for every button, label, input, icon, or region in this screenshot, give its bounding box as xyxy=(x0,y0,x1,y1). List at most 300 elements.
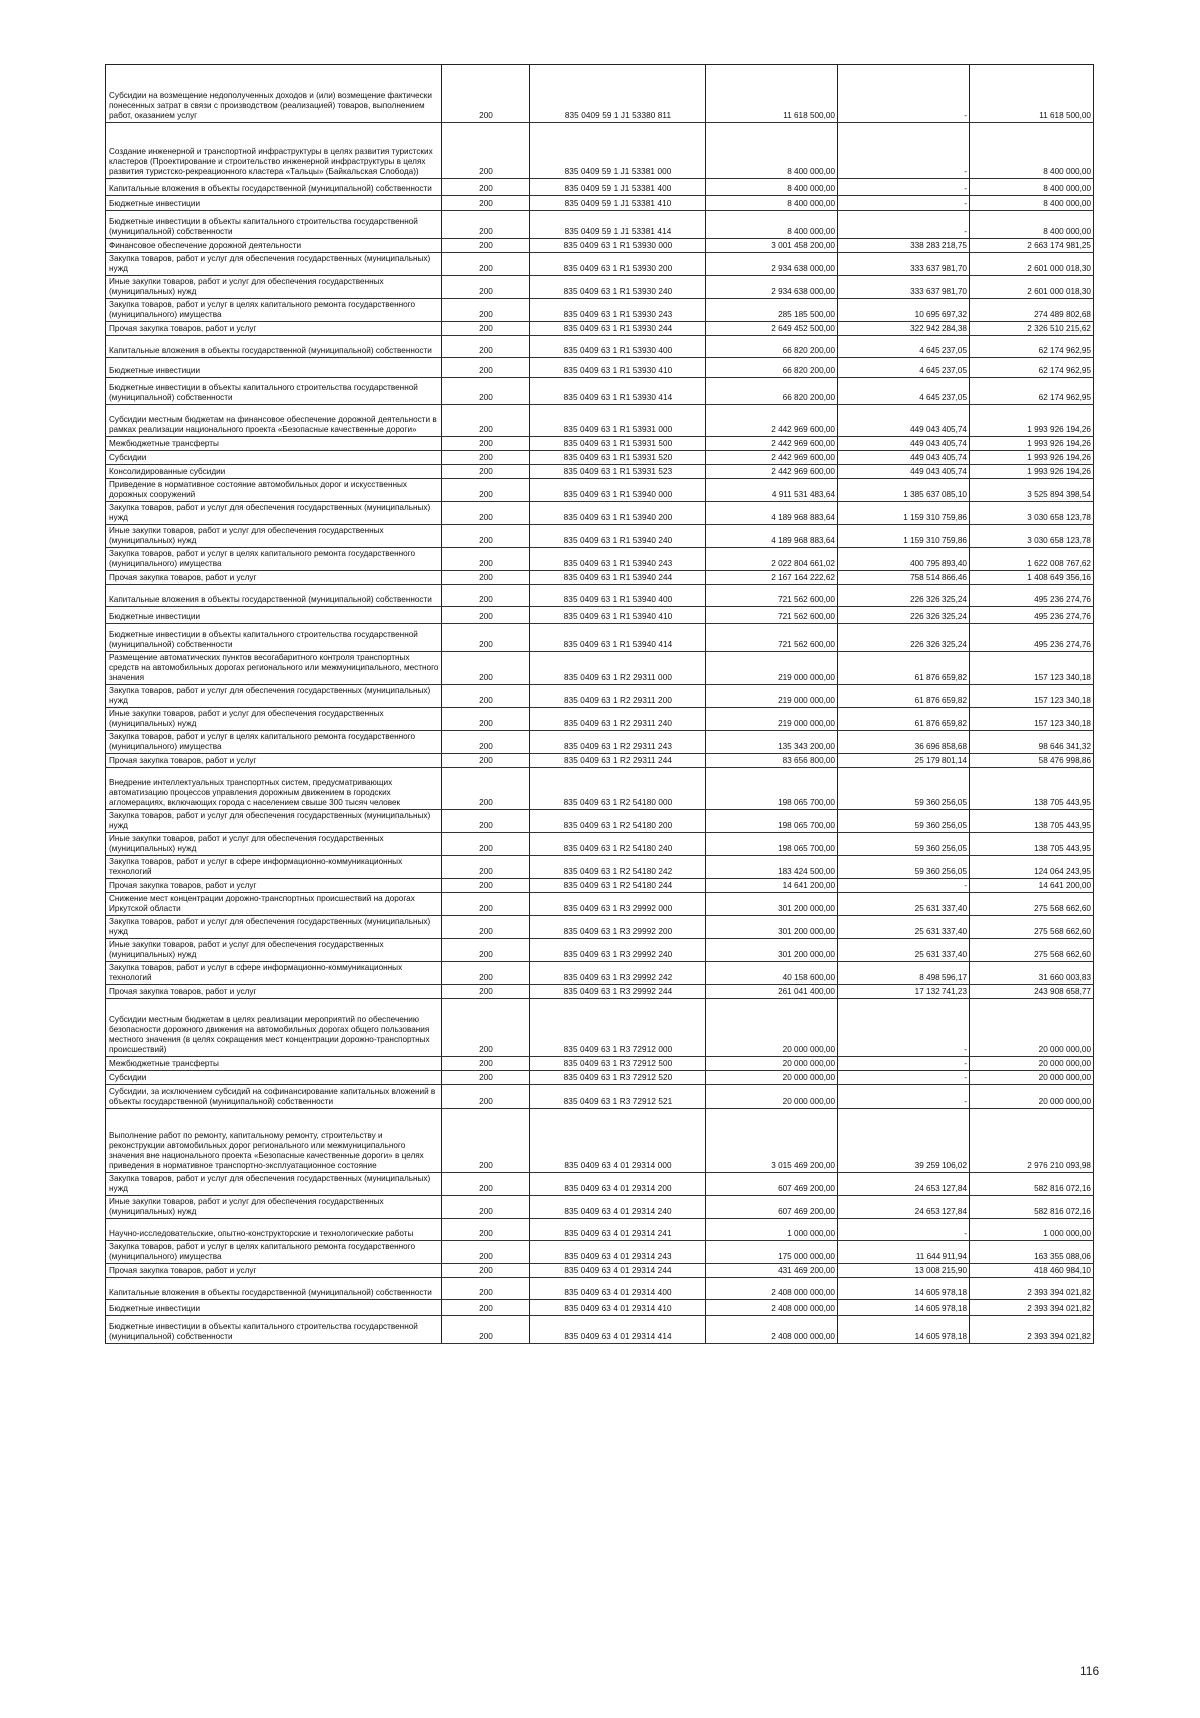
cell-approved: 198 065 700,00 xyxy=(706,768,838,810)
cell-code: 200 xyxy=(442,708,530,731)
table-row-top-gap xyxy=(106,65,1094,79)
cell-kbk: 835 0409 63 1 R2 29311 000 xyxy=(530,652,706,685)
cell-remaining: 275 568 662,60 xyxy=(970,893,1094,916)
cell-name: Прочая закупка товаров, работ и услуг xyxy=(106,322,442,336)
cell-approved: 11 618 500,00 xyxy=(706,79,838,123)
cell-remaining: 20 000 000,00 xyxy=(970,1085,1094,1109)
table-row xyxy=(106,939,1094,962)
cell-code: 200 xyxy=(442,879,530,893)
cell-executed: 25 631 337,40 xyxy=(838,893,970,916)
cell-executed: - xyxy=(838,211,970,239)
cell-name: Межбюджетные трансферты xyxy=(106,1057,442,1071)
cell-executed: 59 360 256,05 xyxy=(838,768,970,810)
cell-approved: 66 820 200,00 xyxy=(706,358,838,378)
cell-name: Бюджетные инвестиции в объекты капитального строительства государственной (муниципальной) собственности xyxy=(106,1316,442,1344)
cell-executed: - xyxy=(838,196,970,211)
table-row xyxy=(106,378,1094,405)
cell-remaining: 14 641 200,00 xyxy=(970,879,1094,893)
table-row xyxy=(106,451,1094,465)
cell-approved: 285 185 500,00 xyxy=(706,299,838,322)
cell-executed: 4 645 237,05 xyxy=(838,358,970,378)
cell-name: Снижение мест концентрации дорожно-транспортных происшествий на дорогах Иркутской области xyxy=(106,893,442,916)
cell-approved: 175 000 000,00 xyxy=(706,1241,838,1264)
cell-remaining: 1 408 649 356,16 xyxy=(970,571,1094,585)
cell-executed: 59 360 256,05 xyxy=(838,833,970,856)
cell-remaining: 1 993 926 194,26 xyxy=(970,451,1094,465)
cell-kbk: 835 0409 63 1 R3 72912 520 xyxy=(530,1071,706,1085)
cell-executed: 449 043 405,74 xyxy=(838,465,970,479)
cell-approved: 20 000 000,00 xyxy=(706,1057,838,1071)
cell-code: 200 xyxy=(442,571,530,585)
cell-code: 200 xyxy=(442,607,530,624)
cell-name: Иные закупки товаров, работ и услуг для обеспечения государственных (муниципальных) нужд xyxy=(106,833,442,856)
cell-kbk: 835 0409 63 4 01 29314 414 xyxy=(530,1316,706,1344)
table-row xyxy=(106,322,1094,336)
cell-name: Субсидии xyxy=(106,1071,442,1085)
cell-executed: 17 132 741,23 xyxy=(838,985,970,999)
cell-code: 200 xyxy=(442,833,530,856)
cell-remaining: 2 976 210 093,98 xyxy=(970,1109,1094,1173)
table-row xyxy=(106,123,1094,179)
table-row xyxy=(106,405,1094,437)
cell-approved: 1 000 000,00 xyxy=(706,1219,838,1241)
cell-executed: 333 637 981,70 xyxy=(838,276,970,299)
cell-name: Межбюджетные трансферты xyxy=(106,437,442,451)
cell-code: 200 xyxy=(442,1071,530,1085)
cell-kbk: 835 0409 63 1 R3 29992 244 xyxy=(530,985,706,999)
cell-kbk: 835 0409 63 1 R3 72912 521 xyxy=(530,1085,706,1109)
cell-code: 200 xyxy=(442,196,530,211)
cell-executed: - xyxy=(838,1219,970,1241)
cell-kbk: 835 0409 63 1 R2 54180 242 xyxy=(530,856,706,879)
cell-name: Создание инженерной и транспортной инфраструктуры в целях развития туристских кластеров (Проектирование и строительство инженерной инфраструктуры в целях развития туристско-рекреационного кластера «Тальцы» (Байкальская Слобода)) xyxy=(106,123,442,179)
cell-name: Бюджетные инвестиции xyxy=(106,1300,442,1316)
cell-kbk: 835 0409 63 1 R1 53930 243 xyxy=(530,299,706,322)
cell-executed: 226 326 325,24 xyxy=(838,624,970,652)
cell-executed: 400 795 893,40 xyxy=(838,548,970,571)
table-row xyxy=(106,239,1094,253)
cell-executed: 61 876 659,82 xyxy=(838,652,970,685)
cell-code: 200 xyxy=(442,1085,530,1109)
cell-executed: - xyxy=(838,879,970,893)
cell-kbk: 835 0409 63 4 01 29314 241 xyxy=(530,1219,706,1241)
cell-code: 200 xyxy=(442,451,530,465)
cell-approved: 2 408 000 000,00 xyxy=(706,1316,838,1344)
cell-remaining: 1 622 008 767,62 xyxy=(970,548,1094,571)
cell-remaining: 138 705 443,95 xyxy=(970,768,1094,810)
cell-name: Приведение в нормативное состояние автомобильных дорог и искусственных дорожных сооружений xyxy=(106,479,442,502)
cell-name: Закупка товаров, работ и услуг для обеспечения государственных (муниципальных) нужд xyxy=(106,253,442,276)
cell-remaining: 1 000 000,00 xyxy=(970,1219,1094,1241)
cell-name: Капитальные вложения в объекты государственной (муниципальной) собственности xyxy=(106,585,442,607)
cell-code: 200 xyxy=(442,624,530,652)
budget-execution-table xyxy=(105,64,1094,1344)
cell-remaining: 138 705 443,95 xyxy=(970,810,1094,833)
cell-approved: 2 649 452 500,00 xyxy=(706,322,838,336)
table-body xyxy=(106,65,1094,1344)
cell-remaining: 2 393 394 021,82 xyxy=(970,1316,1094,1344)
cell-approved: 301 200 000,00 xyxy=(706,939,838,962)
cell-code: 200 xyxy=(442,465,530,479)
table-row xyxy=(106,624,1094,652)
cell-remaining: 275 568 662,60 xyxy=(970,916,1094,939)
cell-name: Иные закупки товаров, работ и услуг для обеспечения государственных (муниципальных) нужд xyxy=(106,525,442,548)
cell-approved: 2 442 969 600,00 xyxy=(706,405,838,437)
cell-approved: 198 065 700,00 xyxy=(706,810,838,833)
cell-kbk: 835 0409 63 1 R1 53931 523 xyxy=(530,465,706,479)
table-row xyxy=(106,985,1094,999)
cell-remaining: 62 174 962,95 xyxy=(970,358,1094,378)
cell-code: 200 xyxy=(442,1057,530,1071)
cell-approved: 301 200 000,00 xyxy=(706,893,838,916)
cell-executed: 4 645 237,05 xyxy=(838,378,970,405)
cell-code: 200 xyxy=(442,652,530,685)
cell-code: 200 xyxy=(442,754,530,768)
cell-name: Бюджетные инвестиции в объекты капитального строительства государственной (муниципальной) собственности xyxy=(106,624,442,652)
cell-approved: 2 442 969 600,00 xyxy=(706,451,838,465)
cell-approved: 2 442 969 600,00 xyxy=(706,437,838,451)
cell-kbk: 835 0409 63 1 R1 53930 244 xyxy=(530,322,706,336)
cell-kbk: 835 0409 59 1 J1 53381 410 xyxy=(530,196,706,211)
table-row xyxy=(106,731,1094,754)
table-row xyxy=(106,196,1094,211)
cell-name: Субсидии xyxy=(106,451,442,465)
cell-executed: 24 653 127,84 xyxy=(838,1173,970,1196)
cell-remaining: 138 705 443,95 xyxy=(970,833,1094,856)
cell-remaining: 274 489 802,68 xyxy=(970,299,1094,322)
cell-name: Бюджетные инвестиции в объекты капитального строительства государственной (муниципальной) собственности xyxy=(106,211,442,239)
cell-remaining: 1 993 926 194,26 xyxy=(970,437,1094,451)
cell-remaining: 163 355 088,06 xyxy=(970,1241,1094,1264)
cell-remaining: 582 816 072,16 xyxy=(970,1173,1094,1196)
cell-approved: 14 641 200,00 xyxy=(706,879,838,893)
cell-remaining: 243 908 658,77 xyxy=(970,985,1094,999)
cell-kbk: 835 0409 63 4 01 29314 200 xyxy=(530,1173,706,1196)
cell-approved: 219 000 000,00 xyxy=(706,685,838,708)
budget-sheet xyxy=(105,64,1093,1344)
cell-name: Закупка товаров, работ и услуг для обеспечения государственных (муниципальных) нужд xyxy=(106,685,442,708)
cell-remaining: 20 000 000,00 xyxy=(970,1071,1094,1085)
cell-code: 200 xyxy=(442,253,530,276)
cell-executed: - xyxy=(838,79,970,123)
table-row xyxy=(106,179,1094,196)
table-row xyxy=(106,1278,1094,1300)
cell-approved: 607 469 200,00 xyxy=(706,1173,838,1196)
table-row xyxy=(106,525,1094,548)
cell-remaining: 418 460 984,10 xyxy=(970,1264,1094,1278)
cell-name: Размещение автоматических пунктов весогабаритного контроля транспортных средств на автомобильных дорогах регионального или межмуниципального, местного значения xyxy=(106,652,442,685)
table-row xyxy=(106,1264,1094,1278)
cell-code: 200 xyxy=(442,336,530,358)
cell-remaining: 20 000 000,00 xyxy=(970,999,1094,1057)
cell-executed: 25 179 801,14 xyxy=(838,754,970,768)
cell-kbk: 835 0409 63 1 R1 53930 410 xyxy=(530,358,706,378)
cell-code: 200 xyxy=(442,685,530,708)
cell-code: 200 xyxy=(442,502,530,525)
cell-remaining: 2 663 174 981,25 xyxy=(970,239,1094,253)
cell-code: 200 xyxy=(442,525,530,548)
cell-remaining: 31 660 003,83 xyxy=(970,962,1094,985)
cell-remaining: 157 123 340,18 xyxy=(970,652,1094,685)
cell-kbk: 835 0409 59 1 J1 53381 400 xyxy=(530,179,706,196)
table-row xyxy=(106,502,1094,525)
cell-kbk: 835 0409 63 1 R1 53940 200 xyxy=(530,502,706,525)
cell-approved: 2 442 969 600,00 xyxy=(706,465,838,479)
cell-executed: 59 360 256,05 xyxy=(838,810,970,833)
cell-approved: 3 015 469 200,00 xyxy=(706,1109,838,1173)
cell-executed: 1 159 310 759,86 xyxy=(838,525,970,548)
cell-name: Консолидированные субсидии xyxy=(106,465,442,479)
cell-executed: 333 637 981,70 xyxy=(838,253,970,276)
cell-name: Субсидии местным бюджетам на финансовое обеспечение дорожной деятельности в рамках реализации национального проекта «Безопасные качественные дороги» xyxy=(106,405,442,437)
cell-approved: 4 189 968 883,64 xyxy=(706,525,838,548)
cell-kbk: 835 0409 63 1 R1 53940 243 xyxy=(530,548,706,571)
cell-kbk: 835 0409 63 1 R1 53930 414 xyxy=(530,378,706,405)
cell-code: 200 xyxy=(442,322,530,336)
cell-approved: 8 400 000,00 xyxy=(706,196,838,211)
table-row xyxy=(106,893,1094,916)
cell-code: 200 xyxy=(442,985,530,999)
table-row xyxy=(106,685,1094,708)
cell-name: Закупка товаров, работ и услуг для обеспечения государственных (муниципальных) нужд xyxy=(106,502,442,525)
table-row xyxy=(106,1071,1094,1085)
table-row xyxy=(106,708,1094,731)
cell-code: 200 xyxy=(442,1316,530,1344)
cell-executed: 8 498 596,17 xyxy=(838,962,970,985)
cell-kbk: 835 0409 63 1 R3 29992 200 xyxy=(530,916,706,939)
cell-code: 200 xyxy=(442,939,530,962)
table-row xyxy=(106,437,1094,451)
cell-name: Прочая закупка товаров, работ и услуг xyxy=(106,1264,442,1278)
cell-approved: 135 343 200,00 xyxy=(706,731,838,754)
cell-code: 200 xyxy=(442,358,530,378)
cell-approved: 261 041 400,00 xyxy=(706,985,838,999)
cell-name: Прочая закупка товаров, работ и услуг xyxy=(106,571,442,585)
cell-kbk: 835 0409 59 1 J1 53380 811 xyxy=(530,79,706,123)
cell-code: 200 xyxy=(442,548,530,571)
cell-kbk: 835 0409 63 1 R1 53940 240 xyxy=(530,525,706,548)
cell-executed: - xyxy=(838,123,970,179)
cell-remaining: 1 993 926 194,26 xyxy=(970,405,1094,437)
cell-approved: 3 001 458 200,00 xyxy=(706,239,838,253)
cell-remaining: 8 400 000,00 xyxy=(970,179,1094,196)
cell-remaining: 495 236 274,76 xyxy=(970,585,1094,607)
table-row xyxy=(106,1219,1094,1241)
cell-approved: 2 167 164 222,62 xyxy=(706,571,838,585)
table-row xyxy=(106,1085,1094,1109)
table-row xyxy=(106,211,1094,239)
table-row xyxy=(106,571,1094,585)
cell-executed: 226 326 325,24 xyxy=(838,585,970,607)
cell-approved: 4 189 968 883,64 xyxy=(706,502,838,525)
cell-executed: 14 605 978,18 xyxy=(838,1316,970,1344)
cell-kbk: 835 0409 63 1 R1 53940 410 xyxy=(530,607,706,624)
cell-remaining: 8 400 000,00 xyxy=(970,196,1094,211)
cell-name: Субсидии, за исключением субсидий на софинансирование капитальных вложений в объекты государственной (муниципальной) собственности xyxy=(106,1085,442,1109)
cell-executed: 1 385 637 085,10 xyxy=(838,479,970,502)
cell-name: Иные закупки товаров, работ и услуг для обеспечения государственных (муниципальных) нужд xyxy=(106,1196,442,1219)
cell-name: Научно-исследовательские, опытно-конструкторские и технологические работы xyxy=(106,1219,442,1241)
table-row xyxy=(106,768,1094,810)
cell-approved: 721 562 600,00 xyxy=(706,607,838,624)
cell-kbk: 835 0409 63 1 R2 29311 243 xyxy=(530,731,706,754)
cell-approved: 607 469 200,00 xyxy=(706,1196,838,1219)
cell-name: Закупка товаров, работ и услуг в сфере информационно-коммуникационных технологий xyxy=(106,962,442,985)
cell-code: 200 xyxy=(442,810,530,833)
cell-remaining: 582 816 072,16 xyxy=(970,1196,1094,1219)
cell-kbk: 835 0409 63 1 R2 29311 240 xyxy=(530,708,706,731)
cell-name: Закупка товаров, работ и услуг для обеспечения государственных (муниципальных) нужд xyxy=(106,916,442,939)
cell-approved: 219 000 000,00 xyxy=(706,708,838,731)
table-row xyxy=(106,336,1094,358)
table-row xyxy=(106,299,1094,322)
cell-code: 200 xyxy=(442,276,530,299)
cell-approved: 2 934 638 000,00 xyxy=(706,276,838,299)
cell-remaining: 157 123 340,18 xyxy=(970,685,1094,708)
cell-kbk: 835 0409 63 4 01 29314 410 xyxy=(530,1300,706,1316)
cell-approved: 2 022 804 661,02 xyxy=(706,548,838,571)
table-row xyxy=(106,833,1094,856)
table-row xyxy=(106,479,1094,502)
cell-kbk: 835 0409 59 1 J1 53381 000 xyxy=(530,123,706,179)
cell-name: Капитальные вложения в объекты государственной (муниципальной) собственности xyxy=(106,179,442,196)
cell-executed: 449 043 405,74 xyxy=(838,437,970,451)
cell-approved: 20 000 000,00 xyxy=(706,999,838,1057)
cell-kbk: 835 0409 63 1 R3 29992 240 xyxy=(530,939,706,962)
table-row xyxy=(106,1300,1094,1316)
cell-kbk: 835 0409 63 1 R1 53931 520 xyxy=(530,451,706,465)
cell-code: 200 xyxy=(442,1196,530,1219)
cell-code: 200 xyxy=(442,179,530,196)
cell-remaining: 157 123 340,18 xyxy=(970,708,1094,731)
table-row xyxy=(106,652,1094,685)
cell-approved: 8 400 000,00 xyxy=(706,211,838,239)
cell-code: 200 xyxy=(442,378,530,405)
cell-executed: 14 605 978,18 xyxy=(838,1300,970,1316)
cell-remaining: 62 174 962,95 xyxy=(970,378,1094,405)
table-row xyxy=(106,754,1094,768)
cell-remaining: 11 618 500,00 xyxy=(970,79,1094,123)
cell-approved: 198 065 700,00 xyxy=(706,833,838,856)
cell-remaining: 3 030 658 123,78 xyxy=(970,502,1094,525)
cell-remaining: 2 326 510 215,62 xyxy=(970,322,1094,336)
cell-executed: - xyxy=(838,999,970,1057)
cell-kbk: 835 0409 63 4 01 29314 240 xyxy=(530,1196,706,1219)
cell-kbk: 835 0409 63 1 R2 29311 244 xyxy=(530,754,706,768)
cell-executed: 338 283 218,75 xyxy=(838,239,970,253)
cell-approved: 183 424 500,00 xyxy=(706,856,838,879)
cell-code: 200 xyxy=(442,856,530,879)
cell-executed: - xyxy=(838,1085,970,1109)
cell-kbk: 835 0409 63 1 R1 53940 244 xyxy=(530,571,706,585)
cell-code: 200 xyxy=(442,1300,530,1316)
cell-code: 200 xyxy=(442,479,530,502)
cell-name: Выполнение работ по ремонту, капитальному ремонту, строительству и реконструкции автомобильных дорог регионального или межмуниципального значения вне национального проекта «Безопасные качественные дороги» в целях приведения в нормативное транспортно-эксплуатационное состояние xyxy=(106,1109,442,1173)
cell-code: 200 xyxy=(442,893,530,916)
cell-kbk: 835 0409 63 1 R1 53940 414 xyxy=(530,624,706,652)
cell-name: Бюджетные инвестиции xyxy=(106,196,442,211)
cell-approved: 8 400 000,00 xyxy=(706,179,838,196)
cell-kbk: 835 0409 63 1 R2 54180 200 xyxy=(530,810,706,833)
table-row xyxy=(106,962,1094,985)
cell-kbk: 835 0409 63 4 01 29314 244 xyxy=(530,1264,706,1278)
cell-name: Бюджетные инвестиции в объекты капитального строительства государственной (муниципальной) собственности xyxy=(106,378,442,405)
cell-name: Закупка товаров, работ и услуг в целях капитального ремонта государственного (муниципального) имущества xyxy=(106,299,442,322)
table-row xyxy=(106,607,1094,624)
table-row xyxy=(106,1109,1094,1173)
cell-name: Бюджетные инвестиции xyxy=(106,607,442,624)
cell-approved: 2 934 638 000,00 xyxy=(706,253,838,276)
cell-kbk: 835 0409 63 1 R2 54180 000 xyxy=(530,768,706,810)
table-row xyxy=(106,1057,1094,1071)
cell-approved: 20 000 000,00 xyxy=(706,1071,838,1085)
cell-name: Субсидии на возмещение недополученных доходов и (или) возмещение фактически понесенных затрат в связи с производством (реализацией) товаров, выполнением работ, оказанием услуг xyxy=(106,79,442,123)
cell-kbk: 835 0409 63 4 01 29314 400 xyxy=(530,1278,706,1300)
cell-executed: 449 043 405,74 xyxy=(838,405,970,437)
cell-code: 200 xyxy=(442,1264,530,1278)
cell-approved: 66 820 200,00 xyxy=(706,336,838,358)
cell-approved: 2 408 000 000,00 xyxy=(706,1300,838,1316)
cell-name: Закупка товаров, работ и услуг в целях капитального ремонта государственного (муниципального) имущества xyxy=(106,731,442,754)
cell-name: Субсидии местным бюджетам в целях реализации мероприятий по обеспечению безопасности дорожного движения на автомобильных дорогах общего пользования местного значения (в целях сокращения мест концентрации дорожно-транспортных происшествий) xyxy=(106,999,442,1057)
cell-approved: 40 158 600,00 xyxy=(706,962,838,985)
cell-approved: 20 000 000,00 xyxy=(706,1085,838,1109)
cell-approved: 721 562 600,00 xyxy=(706,624,838,652)
cell-executed: 36 696 858,68 xyxy=(838,731,970,754)
cell-kbk: 835 0409 63 4 01 29314 000 xyxy=(530,1109,706,1173)
cell-approved: 721 562 600,00 xyxy=(706,585,838,607)
cell-name: Закупка товаров, работ и услуг в целях капитального ремонта государственного (муниципального) имущества xyxy=(106,1241,442,1264)
cell-remaining: 98 646 341,32 xyxy=(970,731,1094,754)
page-number: 116 xyxy=(1080,1664,1100,1678)
cell-approved: 2 408 000 000,00 xyxy=(706,1278,838,1300)
table-row xyxy=(106,253,1094,276)
cell-kbk: 835 0409 63 1 R3 72912 000 xyxy=(530,999,706,1057)
cell-kbk: 835 0409 63 1 R2 54180 244 xyxy=(530,879,706,893)
table-row xyxy=(106,856,1094,879)
cell-name: Финансовое обеспечение дорожной деятельности xyxy=(106,239,442,253)
cell-code: 200 xyxy=(442,731,530,754)
cell-kbk: 835 0409 63 1 R1 53940 400 xyxy=(530,585,706,607)
cell-code: 200 xyxy=(442,239,530,253)
cell-code: 200 xyxy=(442,1219,530,1241)
cell-executed: 39 259 106,02 xyxy=(838,1109,970,1173)
table-row xyxy=(106,358,1094,378)
cell-code: 200 xyxy=(442,916,530,939)
cell-name: Внедрение интеллектуальных транспортных систем, предусматривающих автоматизацию процессов управления дорожным движением в городских агломерациях, включающих города с населением свыше 300 тысяч человек xyxy=(106,768,442,810)
cell-executed: 14 605 978,18 xyxy=(838,1278,970,1300)
cell-name: Закупка товаров, работ и услуг для обеспечения государственных (муниципальных) нужд xyxy=(106,1173,442,1196)
cell-remaining: 495 236 274,76 xyxy=(970,624,1094,652)
cell-executed: 13 008 215,90 xyxy=(838,1264,970,1278)
cell-executed: 758 514 866,46 xyxy=(838,571,970,585)
table-row xyxy=(106,999,1094,1057)
cell-executed: - xyxy=(838,1071,970,1085)
cell-executed: 61 876 659,82 xyxy=(838,685,970,708)
cell-executed: 24 653 127,84 xyxy=(838,1196,970,1219)
table-row xyxy=(106,465,1094,479)
cell-kbk: 835 0409 63 4 01 29314 243 xyxy=(530,1241,706,1264)
table-row xyxy=(106,276,1094,299)
cell-name: Прочая закупка товаров, работ и услуг xyxy=(106,879,442,893)
cell-remaining: 8 400 000,00 xyxy=(970,211,1094,239)
table-row xyxy=(106,916,1094,939)
cell-kbk: 835 0409 59 1 J1 53381 414 xyxy=(530,211,706,239)
cell-executed: 25 631 337,40 xyxy=(838,939,970,962)
cell-remaining: 495 236 274,76 xyxy=(970,607,1094,624)
cell-kbk: 835 0409 63 1 R1 53930 400 xyxy=(530,336,706,358)
cell-code: 200 xyxy=(442,768,530,810)
